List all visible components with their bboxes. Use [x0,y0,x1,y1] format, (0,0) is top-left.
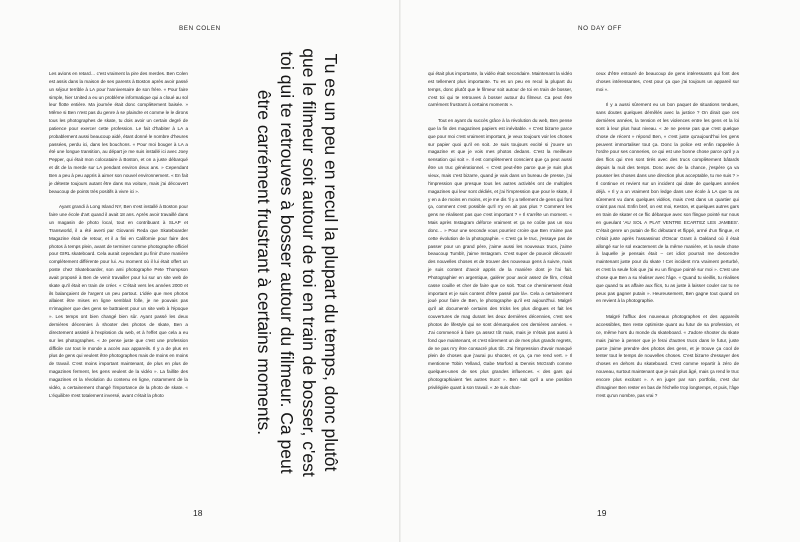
page-gutter [399,0,401,542]
page-number-left: 18 [193,508,203,518]
pull-quote: Tu es un peu en recul la plupart du temps, donc plutôt que le filmeur soit autour de toi en train de bosser, c'est toi qui te retrouves à bosser autour du filmeur. Ca peut être carrément frustrant à certains moments. [254,48,341,477]
right-text-column-1 [428,70,572,392]
paragraph: Ayant grandi à Long Island NY, Ben s'est installé à Boston pour faire une école d'art quand il avait 18 ans. Après avoir travaillé dans un magasin de photo local, tout en contribuant à SLAP et Transworld, il a été averti par Giovanni Reda que Skateboarder Magazine était de retour, et il a fini en Californie pour faire des photos à temps plein, avant de terminer comme photographe officiel pour GIRL skateboard. Cela aurait cependant pu finir d'une manière complètement différente pour lui. Au moment où il lui était offert un poste chez Skateboarder, son ami photographe Pete Thompson avait proposé à Ben de venir travailler pour lui sur un site web de skate qu'il était en train de créer. « C'était vers les années 2000 et ils balançaient de l'argent un peu partout. L'idée que mes photos allaient être mises en ligne semblait folle, je ne pouvais pas m'imaginer que des gens se battraient pour un site web à l'époque ». Les temps ont bien changé bien sûr. Ayant passé les deux dernières décennies à shooter des photos de skate, Ben a directement assisté à l'explosion du web, et à l'effet que cela a eu sur les photographes. « Je pense juste que c'est une profession difficile car tout le monde a accès aux appareils. Il y a de plus en plus de gens qui veulent être photographes mais de moins en moins de travail. C'est moins important maintenant, de plus en plus de magazines ferment, les gens veulent de la vidéo ». La faillite des magazines et la révolution du contenu en ligne, notamment de la vidéo, a certainement changé l'importance de la photo de skate. « L'équilibre s'est totalement inversé, avant c'était la photo [49,204,188,398]
running-head-right: NO DAY OFF [578,25,622,32]
paragraph: Malgré l'afflux des nouveaux photographes et des appareils accessibles, Ben reste optimiste quant au futur de sa profession, et ce, même hors du monde du skateboard. « J'adore shooter du skate mais j'aime à penser que je ferai d'autres trucs dans le futur, juste parce j'aime prendre des photos des gens, et je trouve ça cool de tenter tout le temps de nouvelles choses. C'est bizarre d'essayer des choses en dehors du skateboard. C'est comme repartir à zéro de nouveau, surtout maintenant que je suis plus âgé, mais ça rend le truc encore plus excitant ». A en juger par son portfolio, c'est dur d'imaginer Ben rester en bas de l'échelle trop longtemps, et puis, l'âge n'est qu'un nombre, pas vrai ? [596,314,739,398]
left-text-column [49,70,188,399]
paragraph: Il y a aussi sûrement eu un bon paquet de situations tendues, sans doutes quelques démêlés avec la justice ? On dirait que ces dernières années, la tension et les violences entre les gens et la loi sont à leur plus haut niveau. « Je ne pense pas que c'est quelque chose de récent » répond Ben, « c'est juste qu'aujourd'hui les gens peuvent immortaliser tout ça. Donc la police est enfin rappelée à l'ordre pour ses conneries, ce qui est une bonne chose parce qu'il y a des flics qui s'en sont tirés avec des trucs complètement bâtards depuis la nuit des temps. Donc avec de la chance, j'espère ça va pousser les choses dans une direction plus acceptable, tu me suis ? » Il continue et revient sur un incident qui date de quelques années déjà. « Il y a un vraiment bon ledge dans une école à LA que tu as sûrement vu dans quelques vidéos, mais c'est dans un quartier qui craint pas mal. Enfin bref, on est moi, Keston, et quelques autres gars en train de skater et ce flic débarque avec son flingue pointé sur nous en gueulant 'AU SOL A PLAT VENTRE ECARTEZ LES JAMBES'. C'était genre un putain de flic débutant et flippé, armé d'un flingue, et c'était juste après l'assassinat d'Oscar Grant à Oakland où il était allongé sur le sol exactement de la même manière, et la seule chose à laquelle je pensais était – cet idiot pourrait me descendre maintenant juste pour du skate ! Cet incident m'a vraiment perturbé, et c'est la seule fois que j'ai eu un flingue pointé sur moi ». C'est une chose que Ben a su réaliser avec l'âge. « Quand tu vieillis, tu réalises que quand tu as affaire aux flics, tu as juste à laisser couler car tu ne peux pas gagner putain ». Heureusement, Ben gagne tout quand on en revient à la photographie. [596,102,739,304]
paragraph: qui était plus importante, la vidéo était secondaire. Maintenant la vidéo est tellement plus importante. Tu es un peu en recul la plupart du temps, donc plutôt que le filmeur soit autour de toi en train de bosser, c'est toi qui te retrouves à bosser autour du filmeur. Ca peut être carrément frustrant à certains moments ». [428,71,572,108]
paragraph: Tout en ayant du succès grâce à la révolution du web, Ben pense que la fin des magazines papiers est inévitable. « C'est bizarre parce que pour moi c'est vraiment important, je veux toujours voir les choses sur papier quoi qu'il en soit. Je suis toujours excité si j'ouvre un magazine et que je vois mes photos dedans. C'est la meilleure sensation qui soit ». Il est complètement conscient que ça peut aussi être un truc générationnel. « C'est peut-être parce que je suis plus vieux, mais c'est bizarre, quand je vais dans un bureau de presse, j'ai l'impression que presque tous les autres activités ont de multiples magazines qui leur sont dédiés, et j'ai l'impression que pour le skate, il y en a de moins en moins, et je me dis 'il y a tellement de gens qui font ça, comment c'est possible qu'il n'y en ait pas plus ? Comment les gens ne réalisent pas que c'est important ? » Il s'arrête un moment. « Mais après Instagram déforce vraiment et ça ne coûte pas un sou donc… » Pour une seconde vous pourriez croire que Ben n'aime pas cette évolution de la photographie. « C'est ça le truc, j'essaye pas de passer pour un grand père, j'aime aussi les nouveaux trucs, j'aime beaucoup Tumblr, j'aime Instagram. C'est super de pouvoir découvrir des nouvelles choses et de trouver des nouveaux gens à suivre, mais je suis content d'avoir appris de la manière dont je l'ai fait. Photographier en argentique, galérer pour avoir assez de film, c'était casse couille et cher de faire que ce soit. Tout ce cheminement était important et je suis content d'être passé par là». Cela a certainement joué pour faire de Ben, le photographe qu'il est aujourd'hui. Malgré qu'il ait documenté certains des tricks les plus dingues et fait les couvertures de mag durant les deux dernières décennies, c'est ses photos de lifestyle qui se sont démarquées ces dernières années. « J'ai commencé à faire ça assez tôt mais, mais je n'étais pas aussi à fond que maintenant, et c'est sûrement un de mes plus grands regrets, de ne pas m'y être consacré plus tôt. J'ai l'impression d'avoir manqué plein de choses que j'aurai pu shooter, et ça, ça me rend vert. » Il mentionne Tobin Yelland, Gabe Morford & Dennis McGrath comme quelques-unes de ses plus grandes influences. « des gars qui photographiaient 'les autres trucs' ». Ben sait qu'il a une position privilégiée quant à son travail. « Je suis chan- [428,118,572,390]
running-head-left: BEN COLEN [179,25,221,32]
pull-quote-container [217,40,342,485]
right-text-column-2 [596,70,739,399]
paragraph: ceux d'être entouré de beaucoup de gens intéressants qui font des choses intéressantes, c'est pour ça que j'ai toujours un appareil sur moi ». [596,71,739,92]
page-number-right: 19 [597,508,607,518]
paragraph: Les avions en retard… c'est vraiment la pire des merdes. Ben Colen est assis dans la maison de ses parents à Boston après avoir passé un séjour terrible à LA pour l'anniversaire de son frère. « Pour faire simple, hier United a eu un problème informatique qui a cloué au sol leur flotte entière. Ma journée était donc complètement baisée. » Même si Ben n'est pas du genre à se plaindre et comme le le dirons tous les photographes de skate, tu dois avoir un certain degré de patience pour exercer cette profession. Le fait d'habiter à LA a probablement aussi beaucoup aidé, étant donné le nombre d'heures passées, perdu ici, dans les bouchons. « Pour moi bouger à LA a été une longue transition, au départ je me suis installé ici avec Joey Pepper, qui était mon colocataire à Boston, et on a juste débarqué et dit de la merde sur LA pendant environ deux ans. » Cependant Ben a peu à peu appris à aimer son nouvel environnement. « En fait je déteste toujours autant être dans ma voiture, mais j'ai découvert beaucoup de points très positifs à vivre ici ». [49,71,188,194]
